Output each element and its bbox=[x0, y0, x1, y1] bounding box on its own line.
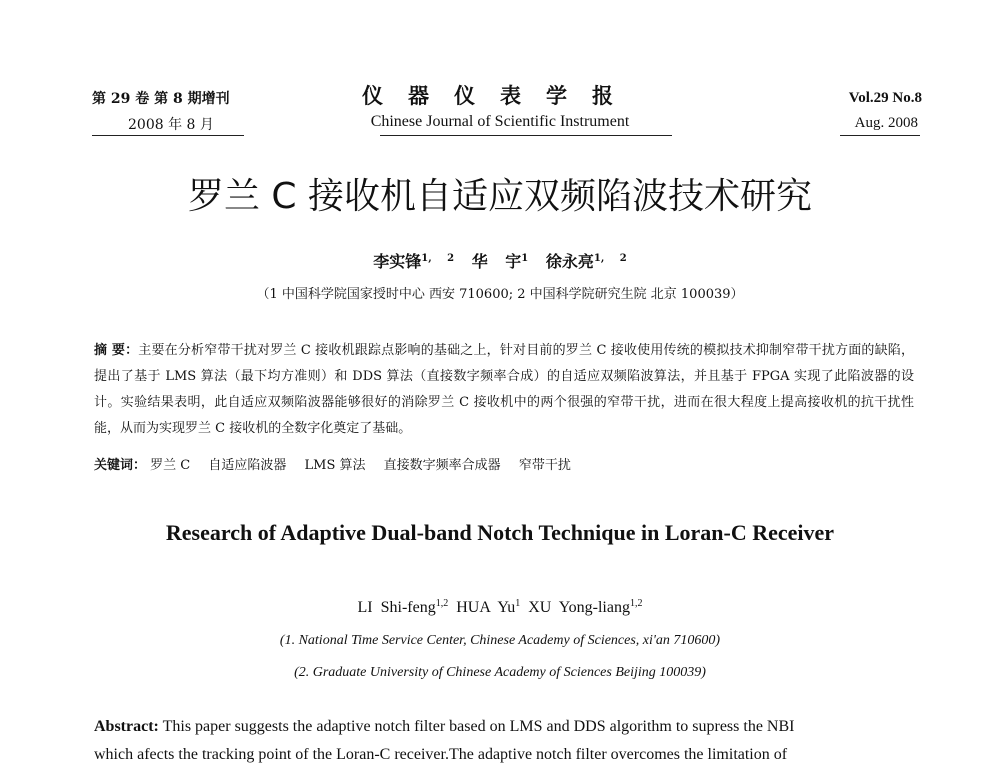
journal-name-en: Chinese Journal of Scientific Instrument bbox=[370, 113, 630, 130]
journal-date-cn: 2008 年 8 月 bbox=[128, 117, 214, 133]
author-list-cn bbox=[0, 249, 1000, 272]
abstract-cn-text: 主要在分析窄带干扰对罗兰 C 接收机跟踪点影响的基础之上，针对目前的罗兰 C 接收使用传统的模拟技术抑制窄带干扰方面的缺陷，提出了基于 LMS 算法（最下均方准则）和 DDS 算法（直接数字频率合成）的自适应双频陷波算法，并且基于 FPGA 实现了此陷波器的设计。实验结果表明，此自适应双频陷波器能够很好的消除罗兰 C 接收机中的两个很强的窄带干扰，进而在很大程度上提高接收机的抗干扰性能，从而为实现罗兰 C 接收机的全数字化奠定了基础。 bbox=[94, 343, 914, 436]
abstract-en bbox=[94, 718, 794, 736]
keyword: LMS 算法 bbox=[304, 458, 366, 473]
author-en: HUA Yu$^1$ bbox=[456, 598, 521, 616]
journal-date-en: Aug. 2008 bbox=[854, 115, 918, 131]
author-cn: 华 宇$^1$ bbox=[471, 252, 529, 271]
header-rule-right bbox=[840, 135, 920, 136]
header-rule-left bbox=[92, 135, 244, 136]
abstract-en-cut-line: which afects the tracking point of the Loran-C receiver.The adaptive notch filter overcomes the limitation of bbox=[94, 746, 788, 763]
author-en: LI Shi-feng$^{1,2}$ bbox=[357, 598, 449, 616]
author-cn: 李实锋$^{1, 2}$ bbox=[373, 252, 455, 271]
keyword: 窄带干扰 bbox=[518, 458, 571, 473]
author-en: XU Yong-liang$^{1,2}$ bbox=[528, 598, 643, 616]
journal-volume-cn: 第 29 卷 第 8 期增刊 bbox=[92, 91, 230, 107]
keyword: 直接数字频率合成器 bbox=[383, 458, 501, 473]
journal-name-cn: 仪器仪表学报 bbox=[362, 83, 638, 108]
keyword: 罗兰 C bbox=[150, 458, 191, 473]
affiliation-en-1: (1. National Time Service Center, Chinese Academy of Sciences, xi'an 710600) bbox=[279, 633, 721, 648]
keywords-cn-label: 关键词： bbox=[94, 458, 147, 473]
paper-title-cn: 罗兰 C 接收机自适应双频陷波技术研究 bbox=[187, 176, 813, 217]
author-cn: 徐永亮$^{1, 2}$ bbox=[545, 252, 627, 271]
paper-title-en: Research of Adaptive Dual-band Notch Technique in Loran-C Receiver bbox=[165, 520, 835, 545]
affiliation-cn: （1 中国科学院国家授时中心 西安 710600; 2 中国科学院研究生院 北京 100039） bbox=[256, 287, 744, 302]
abstract-en-label: Abstract: bbox=[94, 718, 159, 735]
header-rule-center bbox=[380, 135, 672, 136]
abstract-cn bbox=[94, 338, 914, 442]
keyword: 自适应陷波器 bbox=[208, 458, 287, 473]
author-list-en bbox=[0, 598, 1000, 617]
affiliation-en-2: (2. Graduate University of Chinese Academy of Sciences Beijing 100039) bbox=[294, 665, 706, 680]
abstract-cn-label: 摘 要： bbox=[94, 343, 139, 358]
journal-volume-en: Vol.29 No.8 bbox=[848, 90, 922, 106]
abstract-en-text: This paper suggests the adaptive notch filter based on LMS and DDS algorithm to supress the NBI bbox=[162, 718, 795, 735]
keywords-cn bbox=[94, 454, 585, 473]
